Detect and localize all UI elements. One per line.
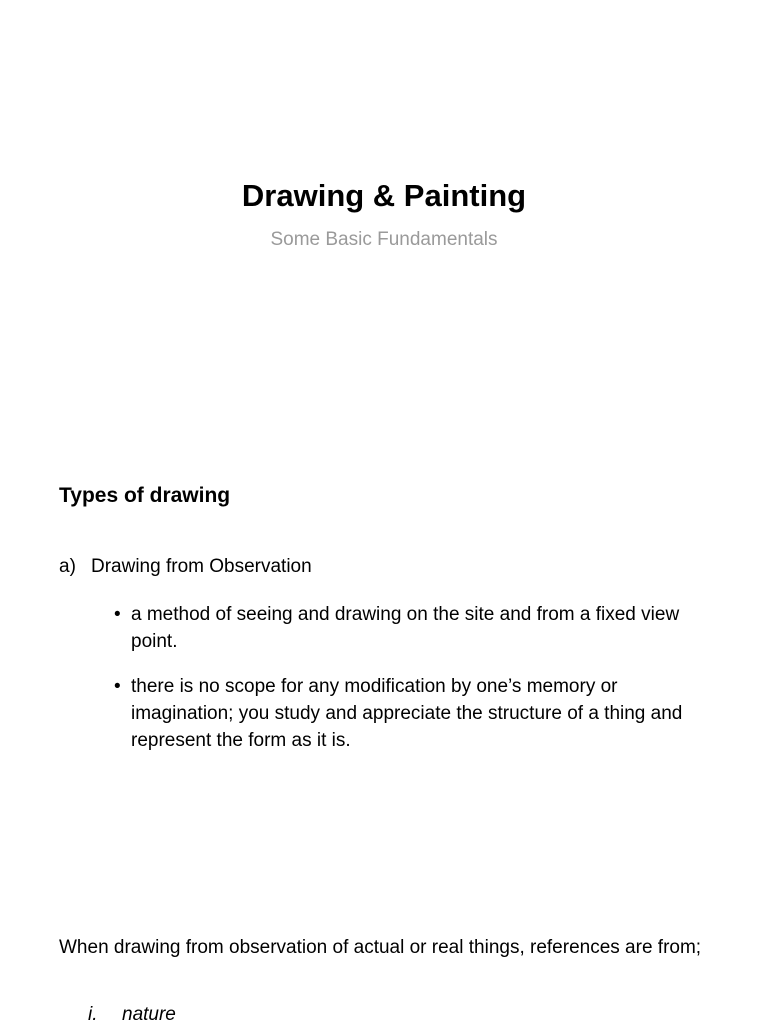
list-item-observation (59, 556, 312, 578)
bullet-text: there is no scope for any modification by one’s memory or imagination; you study and appreciate the structure of a thing and represent the form as it is. (131, 676, 683, 751)
bullet-list (114, 601, 714, 772)
page-title: Drawing & Painting (241, 178, 527, 213)
body-paragraph: When drawing from observation of actual or real things, references are from; (59, 937, 702, 958)
page-subtitle: Some Basic Fundamentals (270, 229, 498, 250)
bullet-item (114, 601, 714, 655)
bullet-item (114, 673, 714, 754)
bullet-dot-icon: • (114, 676, 121, 697)
reference-marker: i. (88, 1004, 98, 1025)
bullet-text: a method of seeing and drawing on the site and from a fixed view point. (131, 604, 680, 652)
bullet-dot-icon: • (114, 604, 121, 625)
reference-item (88, 1004, 176, 1026)
reference-label: nature (122, 1004, 176, 1025)
list-item-label: Drawing from Observation (91, 556, 312, 577)
section-heading: Types of drawing (59, 484, 231, 507)
list-item-marker: a) (59, 556, 76, 577)
